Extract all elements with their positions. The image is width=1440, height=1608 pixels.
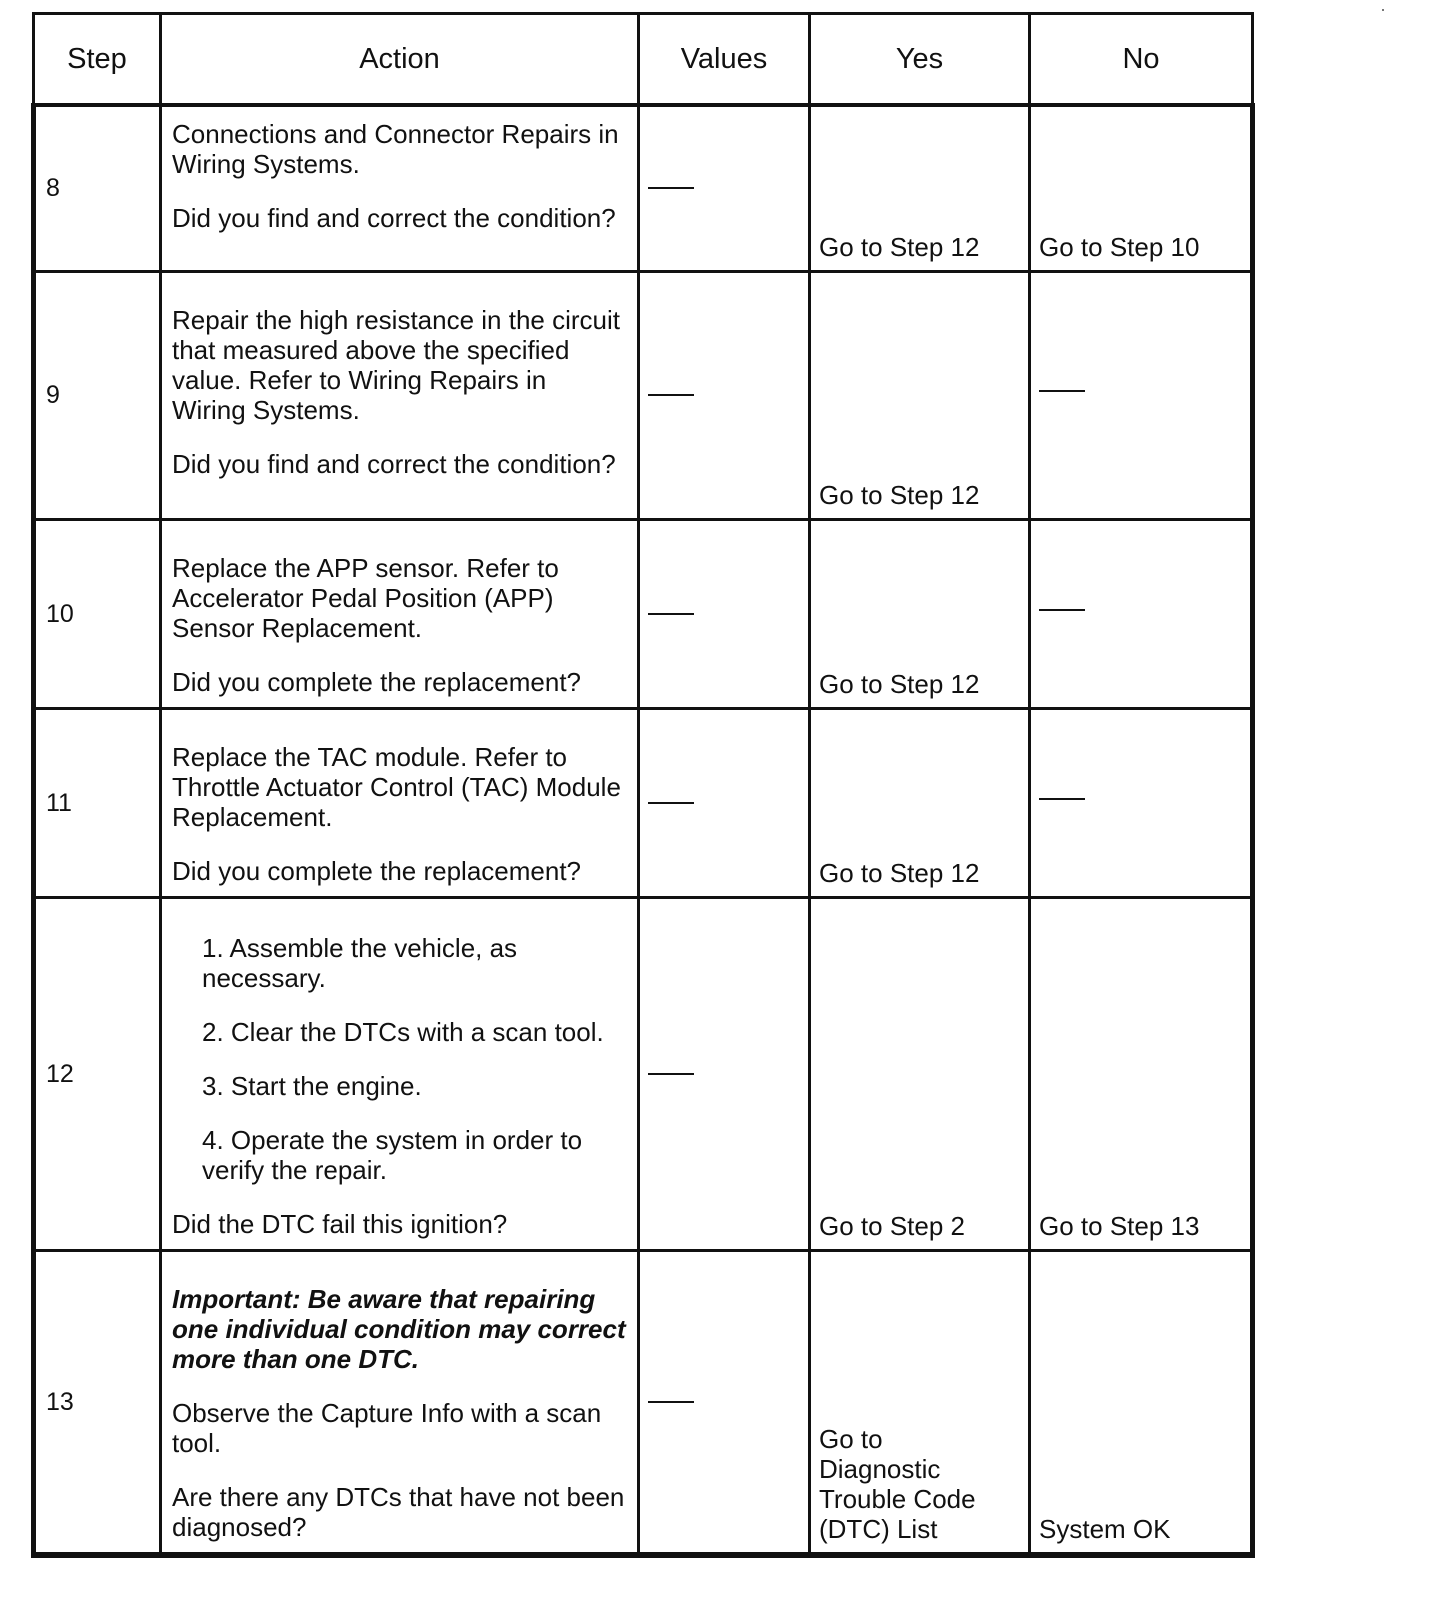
yes-line: (DTC) List <box>819 1513 938 1544</box>
action-question: Did you complete the replacement? <box>172 855 582 886</box>
yes-cell: Go to Step 12 <box>810 519 1030 708</box>
action-question: Did you complete the replacement? <box>172 666 582 697</box>
values-dash <box>648 613 694 615</box>
values-cell <box>639 1250 810 1555</box>
action-text: Connections and Connector Repairs in Wiring Systems. <box>172 119 619 179</box>
header-step: Step <box>34 14 161 106</box>
no-cell: Go to Step 10 <box>1030 105 1253 271</box>
list-item: 1. Assemble the vehicle, as necessary. <box>202 932 518 993</box>
values-dash <box>648 802 694 804</box>
action-text: Replace the APP sensor. Refer to Accelerator Pedal Position (APP) Sensor Replacement. <box>172 552 559 643</box>
header-action: Action <box>161 14 639 106</box>
no-cell <box>1030 519 1253 708</box>
action-text: Replace the TAC module. Refer to Throttle Actuator Control (TAC) Module Replacement. <box>172 741 621 832</box>
step-number: 9 <box>34 271 161 519</box>
table-row <box>34 519 1253 708</box>
no-cell: Go to Step 13 <box>1030 897 1253 1250</box>
important-note: Important: Be aware that repairing one individual condition may correct more than one DTC. <box>172 1283 626 1374</box>
action-steps-list <box>172 933 627 1185</box>
no-cell <box>1030 271 1253 519</box>
scan-speck <box>1382 9 1384 11</box>
values-cell <box>639 271 810 519</box>
values-dash <box>648 394 694 396</box>
table-row <box>34 708 1253 897</box>
yes-cell: Go to Step 12 <box>810 708 1030 897</box>
list-item: 4. Operate the system in order to verify the repair. <box>202 1124 583 1185</box>
no-dash <box>1039 390 1085 392</box>
step-number: 11 <box>34 708 161 897</box>
yes-line: Go to <box>819 1423 883 1454</box>
step-number: 13 <box>34 1250 161 1555</box>
action-cell <box>161 708 639 897</box>
no-dash <box>1039 798 1085 800</box>
values-dash <box>648 1073 694 1075</box>
yes-cell: Go to Step 12 <box>810 271 1030 519</box>
step-number: 8 <box>34 105 161 271</box>
action-cell <box>161 105 639 271</box>
list-item: 3. Start the engine. <box>202 1070 422 1101</box>
action-cell <box>161 519 639 708</box>
action-cell <box>161 271 639 519</box>
step-number: 10 <box>34 519 161 708</box>
no-cell <box>1030 708 1253 897</box>
yes-line: Diagnostic <box>819 1453 941 1484</box>
step-number: 12 <box>34 897 161 1250</box>
table-row <box>34 271 1253 519</box>
table-row <box>34 1250 1253 1555</box>
action-question: Did you find and correct the condition? <box>172 448 616 479</box>
action-cell <box>161 897 639 1250</box>
no-dash <box>1039 609 1085 611</box>
values-cell <box>639 519 810 708</box>
action-question: Did the DTC fail this ignition? <box>172 1208 508 1239</box>
yes-cell: Go to Step 2 <box>810 897 1030 1250</box>
yes-cell <box>810 1250 1030 1555</box>
no-cell: System OK <box>1030 1250 1253 1555</box>
list-item: 2. Clear the DTCs with a scan tool. <box>202 1016 604 1047</box>
action-text: Observe the Capture Info with a scan tool. <box>172 1397 602 1458</box>
action-text: Repair the high resistance in the circuit that measured above the specified value. Refer to Wiring Repairs in Wiring Systems. <box>172 304 621 425</box>
yes-line: Trouble Code <box>819 1483 976 1514</box>
values-cell <box>639 105 810 271</box>
action-cell <box>161 1250 639 1555</box>
table-row <box>34 105 1253 271</box>
action-question: Are there any DTCs that have not been diagnosed? <box>172 1481 625 1542</box>
header-no: No <box>1030 14 1253 106</box>
header-values: Values <box>639 14 810 106</box>
values-dash <box>648 1401 694 1403</box>
header-yes: Yes <box>810 14 1030 106</box>
values-cell <box>639 897 810 1250</box>
diagnostic-table <box>31 12 1255 1558</box>
table-row <box>34 897 1253 1250</box>
header-row <box>34 14 1253 106</box>
yes-cell: Go to Step 12 <box>810 105 1030 271</box>
values-dash <box>648 187 694 189</box>
values-cell <box>639 708 810 897</box>
action-question: Did you find and correct the condition? <box>172 203 616 233</box>
